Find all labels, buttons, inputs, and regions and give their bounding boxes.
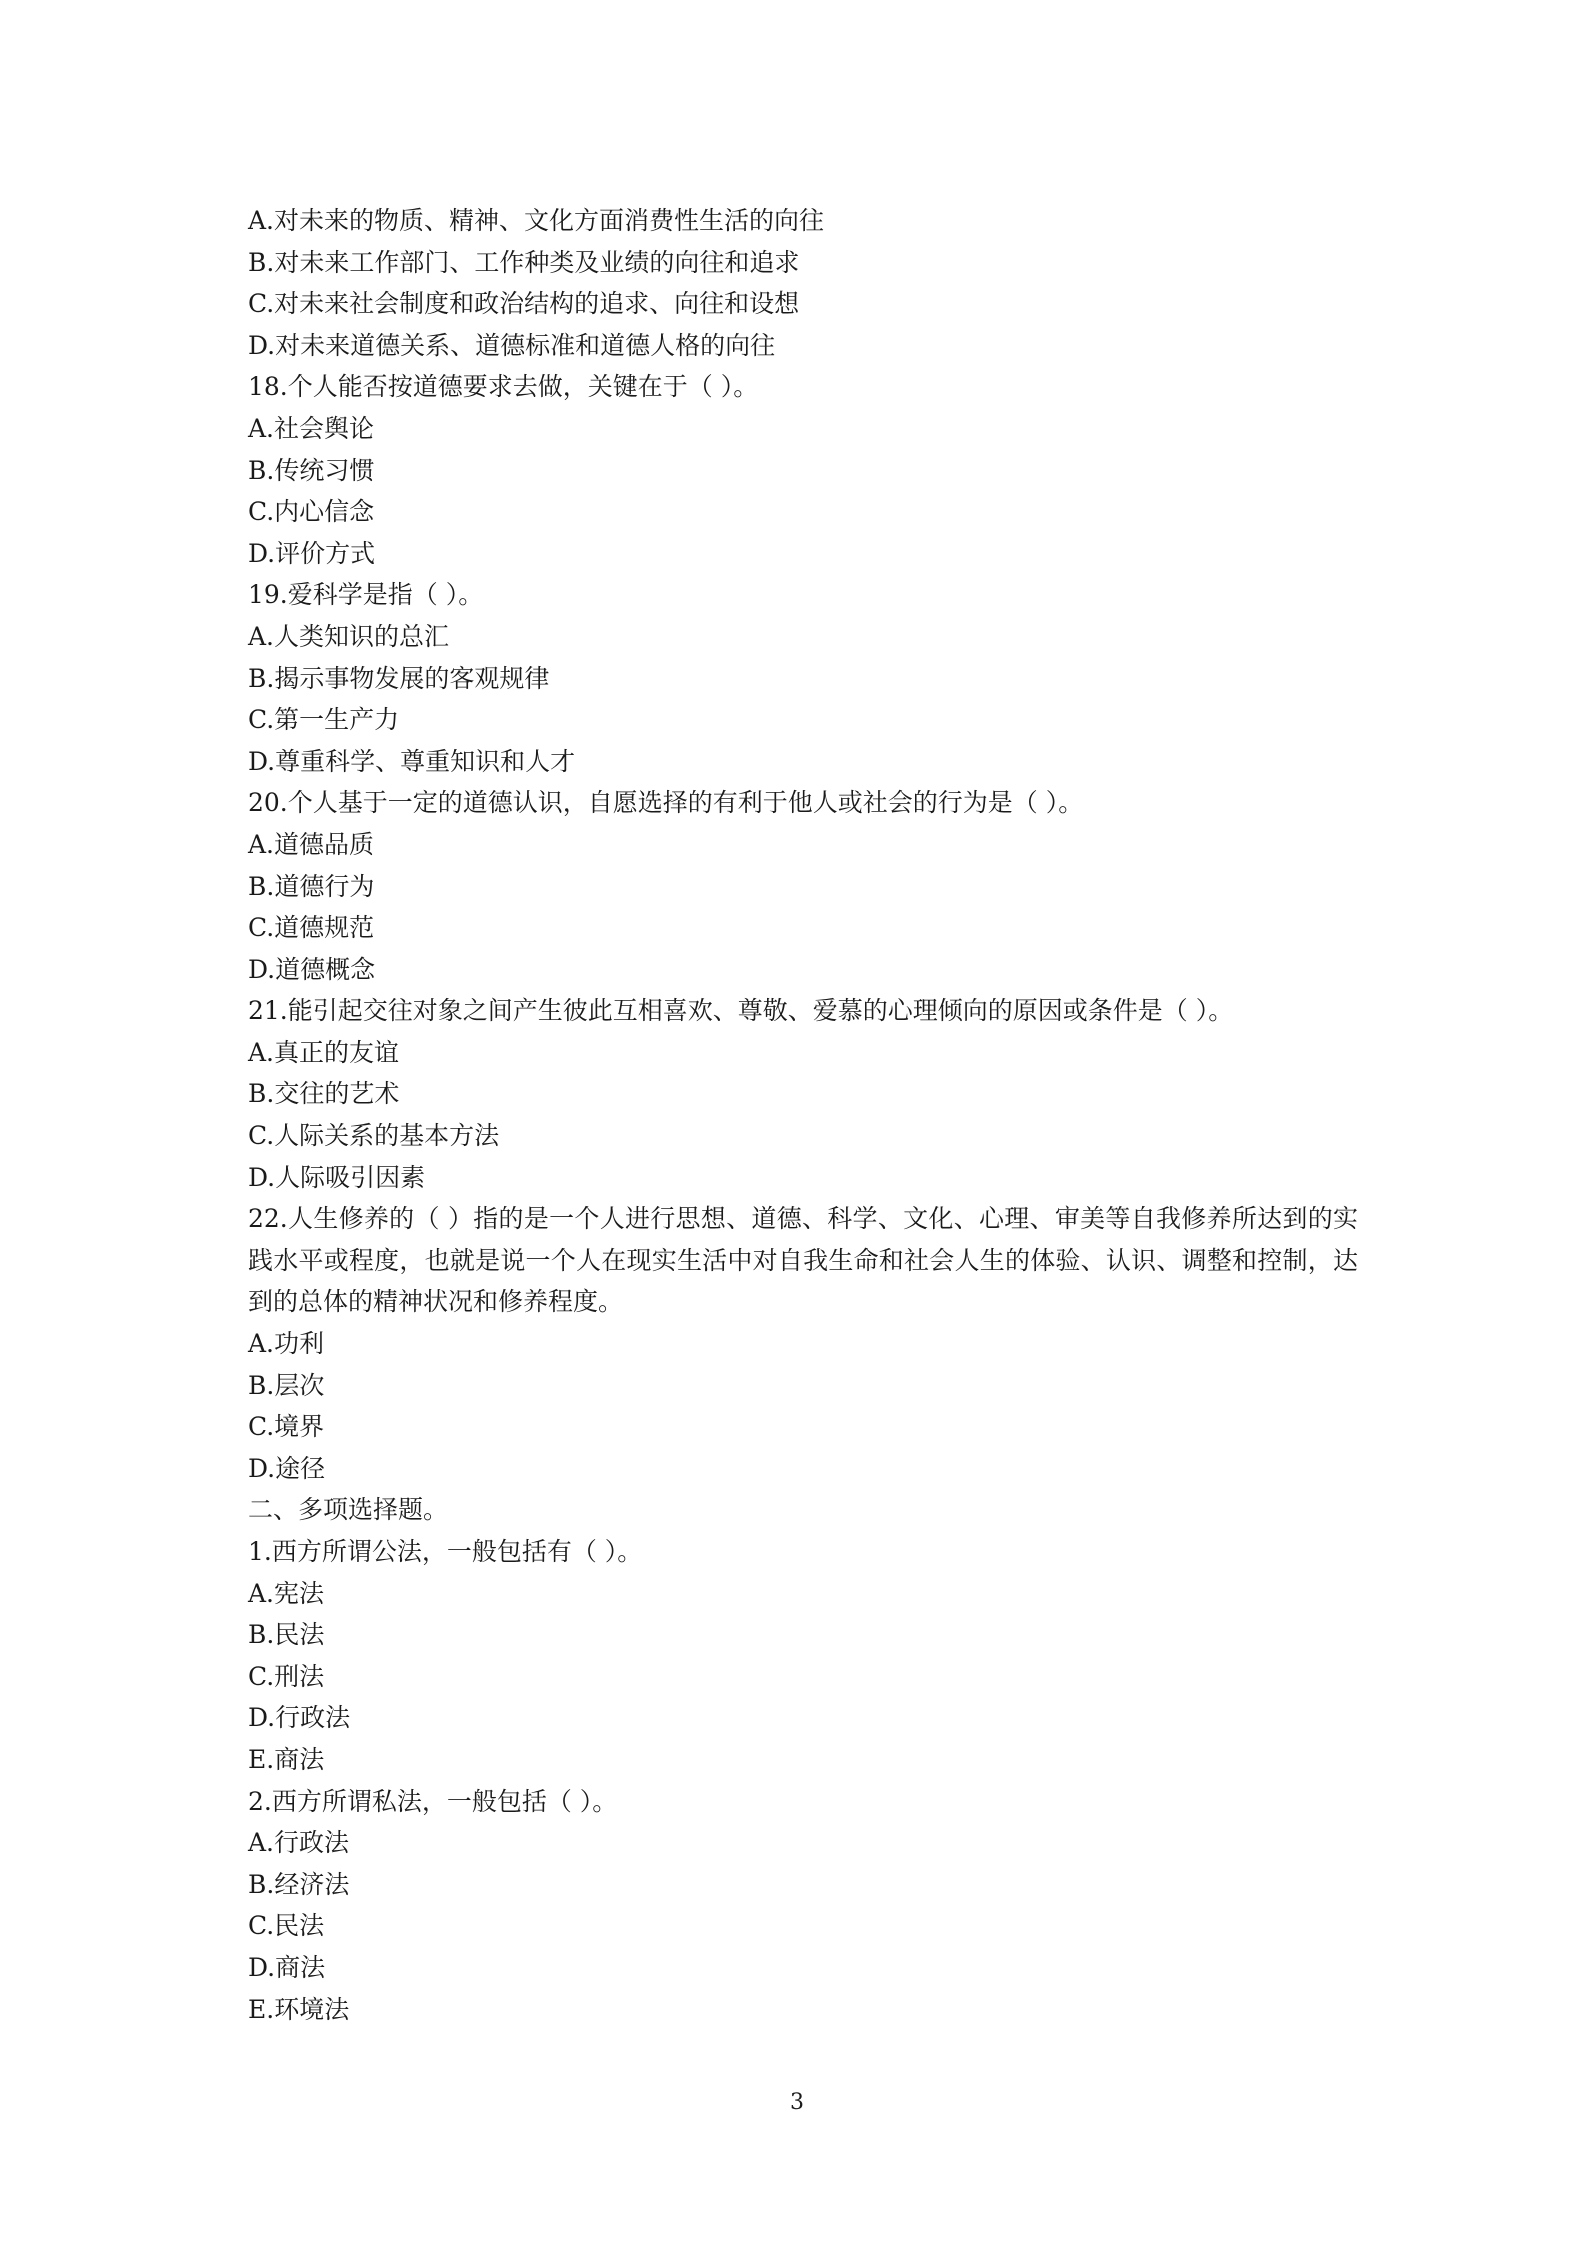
option-line: A.对未来的物质、精神、文化方面消费性生活的向往 bbox=[248, 206, 825, 235]
question-21: 21.能引起交往对象之间产生彼此互相喜欢、尊敬、爱慕的心理倾向的原因或条件是（ ）。 bbox=[248, 996, 1234, 1026]
question-multi-1: 1.西方所谓公法，一般包括有（ ）。 bbox=[248, 1537, 643, 1566]
option-line: C.对未来社会制度和政治结构的追求、向往和设想 bbox=[248, 289, 800, 319]
option-line: D.尊重科学、尊重知识和人才 bbox=[248, 746, 576, 776]
question-19: 19.爱科学是指（ ）。 bbox=[248, 580, 484, 610]
option-line: D.道德概念 bbox=[248, 954, 376, 984]
option-line: C.民法 bbox=[248, 1911, 325, 1941]
section-heading-multiple-choice: 二、多项选择题。 bbox=[248, 1495, 449, 1525]
option-line: A.社会舆论 bbox=[248, 413, 375, 443]
page-content bbox=[248, 200, 1358, 2030]
option-line: A.行政法 bbox=[248, 1828, 350, 1858]
option-line: A.道德品质 bbox=[248, 829, 375, 859]
option-line: A.人类知识的总汇 bbox=[248, 621, 450, 651]
option-line: C.境界 bbox=[248, 1412, 325, 1442]
question-20: 20.个人基于一定的道德认识，自愿选择的有利于他人或社会的行为是（ ）。 bbox=[248, 788, 1084, 818]
question-multi-2: 2.西方所谓私法，一般包括（ ）。 bbox=[248, 1786, 618, 1816]
option-line: C.道德规范 bbox=[248, 913, 375, 943]
page-number: 3 bbox=[790, 2090, 804, 2115]
option-line: B.交往的艺术 bbox=[248, 1079, 400, 1109]
option-line: D.人际吸引因素 bbox=[248, 1162, 426, 1192]
option-line: A.功利 bbox=[248, 1329, 325, 1359]
option-line: B.经济法 bbox=[248, 1869, 350, 1899]
option-line: E.环境法 bbox=[248, 1994, 350, 2024]
option-line: D.评价方式 bbox=[248, 538, 376, 568]
option-line: D.对未来道德关系、道德标准和道德人格的向往 bbox=[248, 330, 776, 360]
option-line: C.内心信念 bbox=[248, 497, 375, 527]
option-line: A.宪法 bbox=[248, 1578, 325, 1608]
option-line: C.第一生产力 bbox=[248, 705, 400, 735]
option-line: B.揭示事物发展的客观规律 bbox=[248, 663, 550, 693]
question-18: 18.个人能否按道德要求去做，关键在于（ ）。 bbox=[248, 372, 759, 402]
option-line: B.层次 bbox=[248, 1370, 325, 1400]
option-line: C.人际关系的基本方法 bbox=[248, 1121, 500, 1151]
option-line: E.商法 bbox=[248, 1744, 325, 1774]
option-line: B.民法 bbox=[248, 1620, 325, 1650]
option-line: D.途径 bbox=[248, 1453, 326, 1483]
option-line: B.对未来工作部门、工作种类及业绩的向往和追求 bbox=[248, 247, 800, 277]
option-line: C.刑法 bbox=[248, 1661, 325, 1691]
option-line: D.商法 bbox=[248, 1952, 326, 1982]
option-line: D.行政法 bbox=[248, 1703, 351, 1733]
question-22: 22.人生修养的（ ）指的是一个人进行思想、道德、科学、文化、心理、审美等自我修养所达到的实践水平或程度，也就是说一个人在现实生活中对自我生命和社会人生的体验、认识、调整和控制，达到的总体的精神状况和修养程度。 bbox=[248, 1204, 1358, 1317]
option-line: A.真正的友谊 bbox=[248, 1037, 400, 1067]
option-line: B.传统习惯 bbox=[248, 455, 375, 485]
option-line: B.道德行为 bbox=[248, 871, 375, 901]
